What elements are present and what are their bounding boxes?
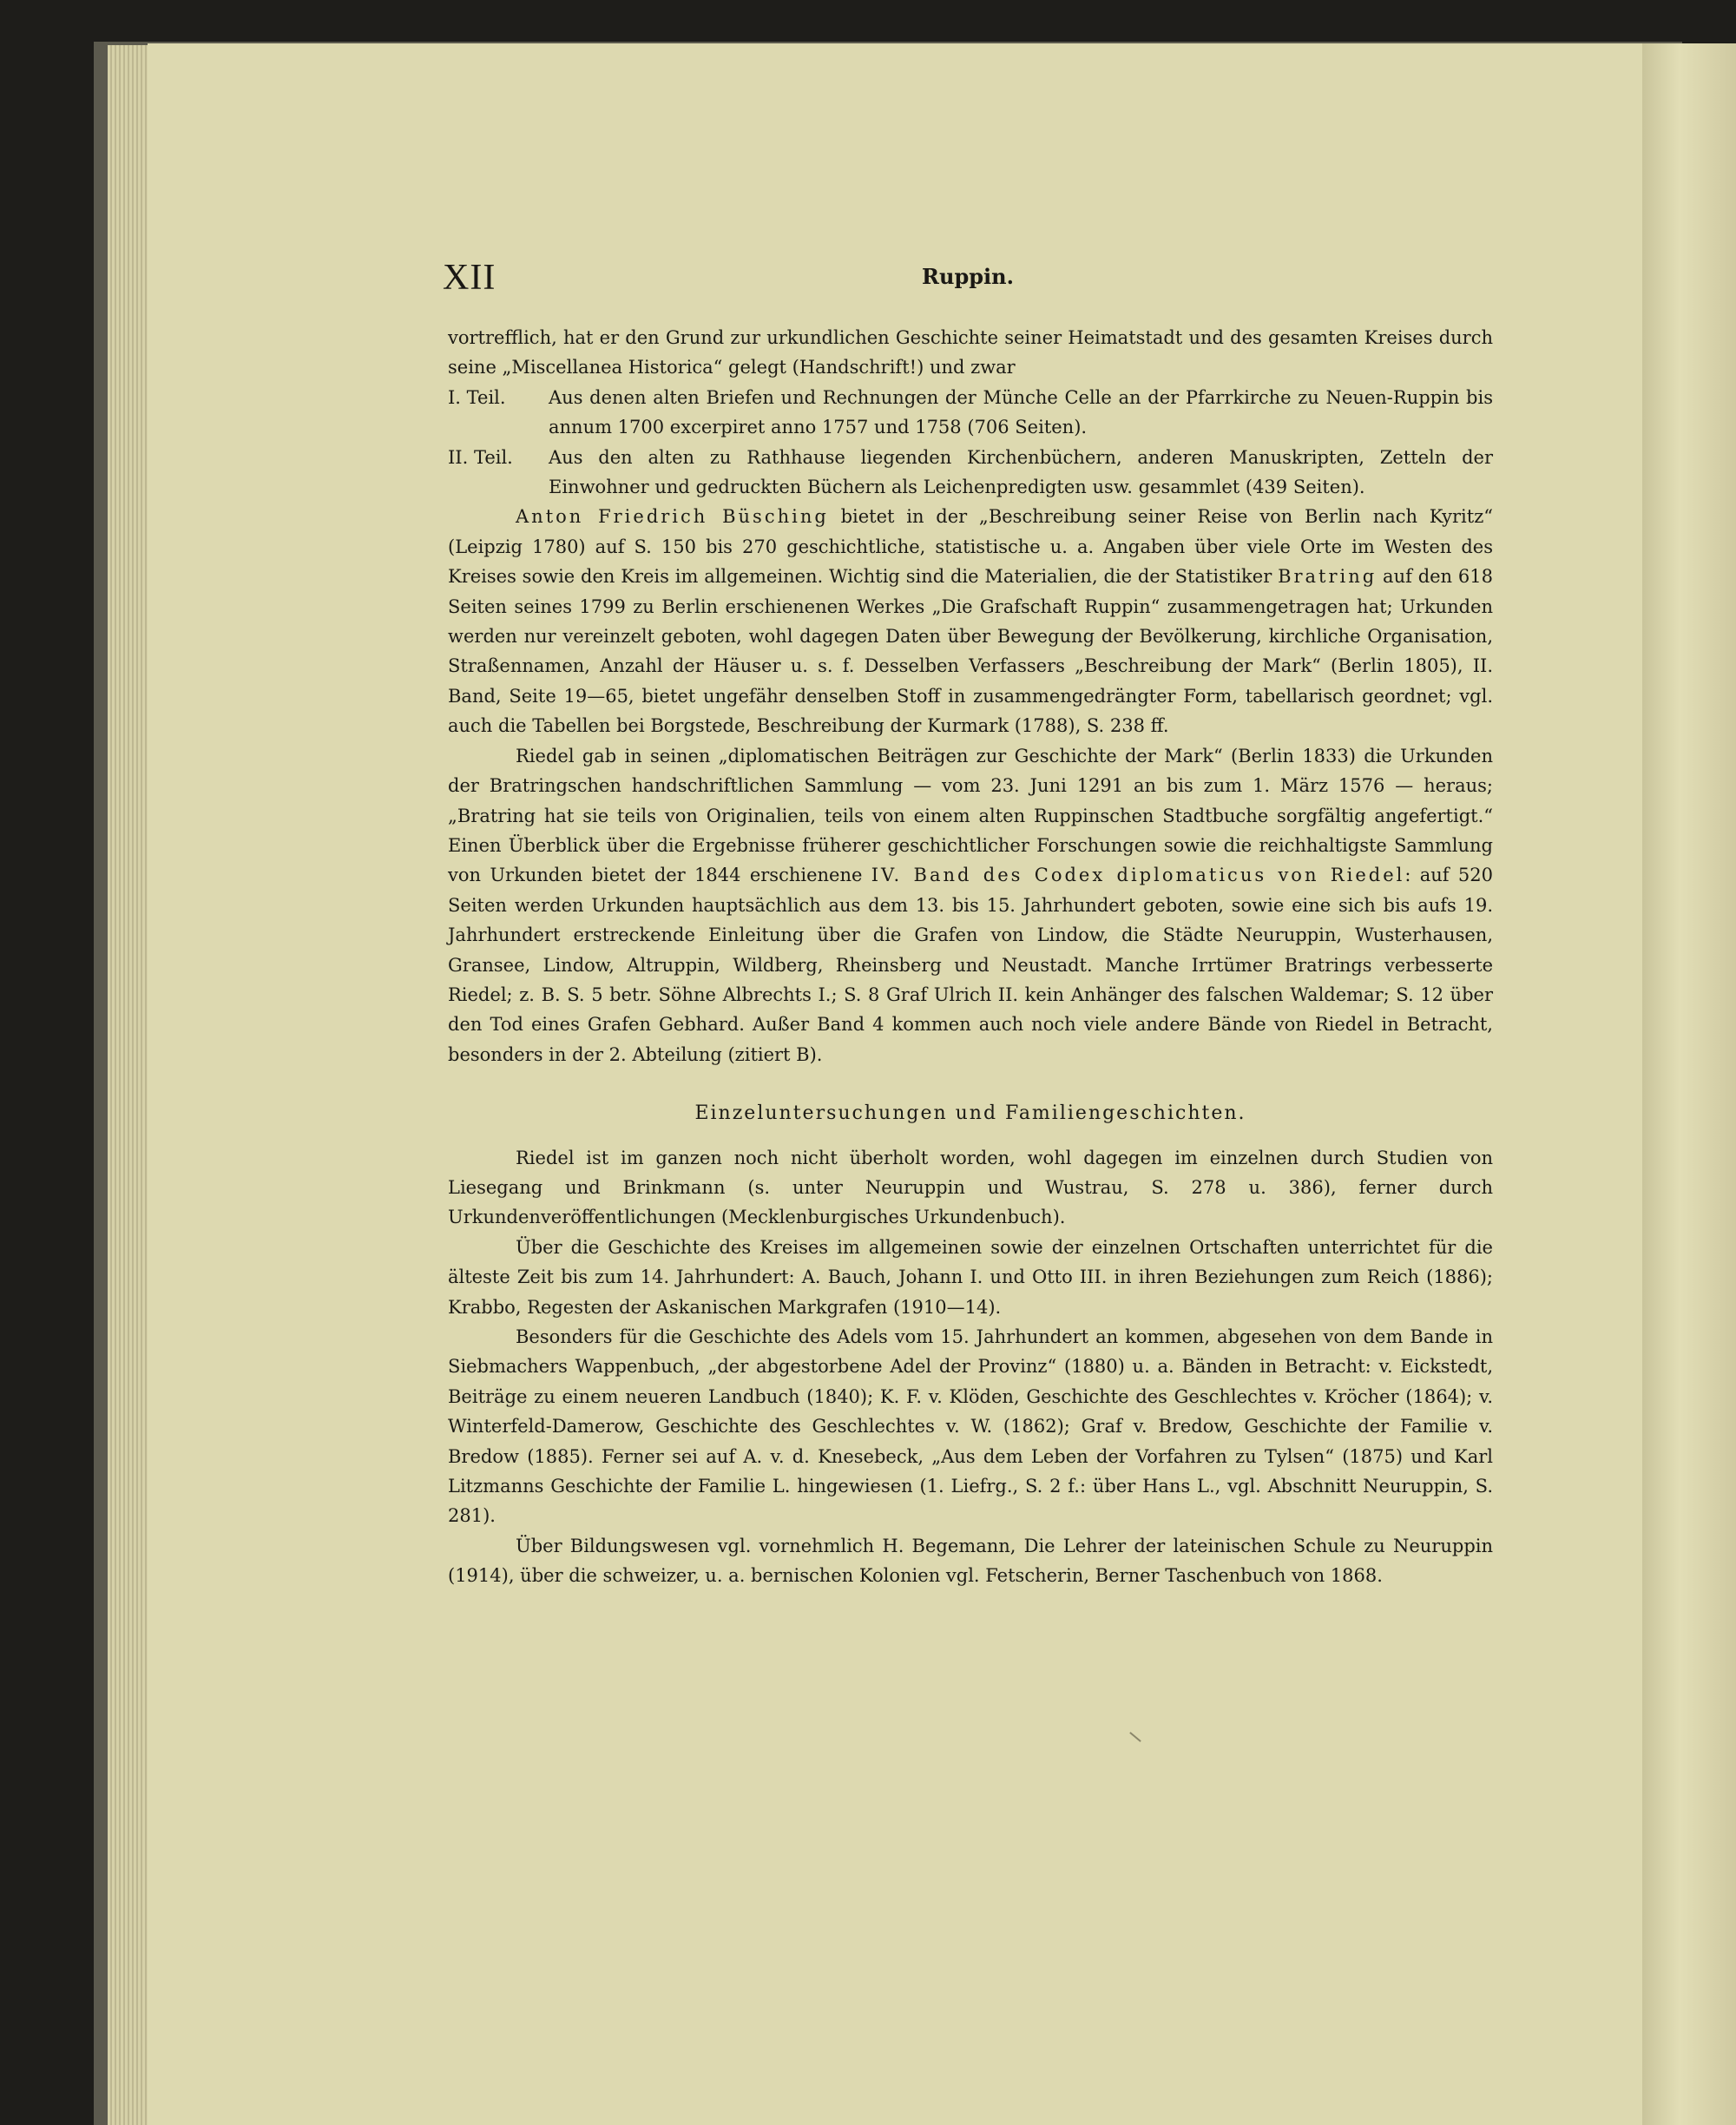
teil-item	[448, 443, 1493, 503]
teil-text: Aus den alten zu Rathhause liegenden Kirchenbüchern, anderen Manuskripten, Zetteln der Einwohner und gedruckten Büchern als Leichenpredigten usw. gesammlet (439 Seiten).	[549, 446, 1493, 498]
section-heading: Einzeluntersuchungen und Familiengeschichten.	[694, 1102, 1246, 1125]
author-name: Bratring	[1278, 566, 1378, 588]
page-header	[443, 257, 1493, 312]
paragraph-buesching: Anton Friedrich Büsching bietet in der „Beschreibung seiner Reise von Berlin nach Kyritz“ (Leipzig 1780) auf S. 150 bis 270 geschichtliche, statistische u. a. Angaben über viele Orte im Westen des Kreises sowie den Kreis im allgemeinen. Wichtig sind die Materialien, die der Statistiker Bratring auf den 618 Seiten seines 1799 zu Berlin erschienenen Werkes „Die Grafschaft Ruppin“ zusammengetragen hat; Urkunden werden nur vereinzelt geboten, wohl dagegen Daten über Bewegung der Bevölkerung, kirchliche Organisation, Straßennamen, Anzahl der Häuser u. s. f. Desselben Verfassers „Beschreibung der Mark“ (Berlin 1805), II. Band, Seite 19—65, bietet ungefähr denselben Stoff in zusammengedrängter Form, tabellarisch geordnet; vgl. auch die Tabellen bei Borgstede, Beschreibung der Kurmark (1788), S. 238 ff.	[448, 506, 1493, 737]
page-number: XII	[443, 258, 496, 298]
intro-paragraph: vortrefflich, hat er den Grund zur urkundlichen Geschichte seiner Heimatstadt und des gesamten Kreises durch seine „Miscellanea Historica“ gelegt (Handschrift!) und zwar	[448, 327, 1493, 378]
teil-text: Aus denen alten Briefen und Rechnungen der Münche Celle an der Pfarrkirche zu Neuen-Ruppin bis annum 1700 excerpiret anno 1757 und 1758 (706 Seiten).	[549, 386, 1493, 438]
page-text	[448, 323, 1493, 1591]
running-head: Ruppin.	[922, 264, 1014, 289]
page-stack-edge	[108, 45, 153, 2125]
paragraph-riedel: Riedel gab in seinen „diplomatischen Beiträgen zur Geschichte der Mark“ (Berlin 1833) die Urkunden der Bratringschen handschriftlichen Sammlung — vom 23. Juni 1291 an bis zum 1. März 1576 — heraus; „Bratring hat sie teils von Originalien, teils von einem alten Ruppinschen Stadtbuche sorgfältig angefertigt.“ Einen Überblick über die Ergebnisse früherer geschichtlicher Forschungen sowie die reichhaltigste Sammlung von Urkunden bietet der 1844 erschienene IV. Band des Codex diplomaticus von Riedel: auf 520 Seiten werden Urkunden hauptsächlich aus dem 13. bis 15. Jahrhundert geboten, sowie eine sich bis aufs 19. Jahrhundert erstreckende Einleitung über die Grafen von Lindow, die Städte Neuruppin, Wusterhausen, Gransee, Lindow, Altruppin, Wildberg, Rheinsberg und Neustadt. Manche Irrtümer Bratrings verbesserte Riedel; z. B. S. 5 betr. Söhne Albrechts I.; S. 8 Graf Ulrich II. kein Anhänger des falschen Waldemar; S. 12 über den Tod eines Grafen Gebhard. Außer Band 4 kommen auch noch viele andere Bände von Riedel in Betracht, besonders in der 2. Abteilung (zitiert B).	[448, 745, 1493, 1065]
paragraph: Über die Geschichte des Kreises im allgemeinen sowie der einzelnen Ortschaften unterrichtet für die älteste Zeit bis zum 14. Jahrhundert: A. Bauch, Johann I. und Otto III. in ihren Beziehungen zum Reich (1886); Krabbo, Regesten der Askanischen Markgrafen (1910—14).	[448, 1236, 1493, 1318]
work-title: IV. Band des Codex diplomaticus von Riedel	[871, 865, 1405, 886]
paragraph: Riedel ist im ganzen noch nicht überholt worden, wohl dagegen im einzelnen durch Studien von Liesegang und Brinkmann (s. unter Neuruppin und Wustrau, S. 278 u. 386), ferner durch Urkundenveröffentlichungen (Mecklenburgisches Urkundenbuch).	[448, 1147, 1493, 1228]
paragraph: Besonders für die Geschichte des Adels vom 15. Jahrhundert an kommen, abgesehen von dem Bande in Siebmachers Wappenbuch, „der abgestorbene Adel der Provinz“ (1880) u. a. Bänden in Betracht: v. Eickstedt, Beiträge zu einem neueren Landbuch (1840); K. F. v. Klöden, Geschichte des Geschlechtes v. Kröcher (1864); v. Winterfeld-Damerow, Geschichte des Geschlechtes v. W. (1862); Graf v. Bredow, Geschichte der Familie v. Bredow (1885). Ferner sei auf A. v. d. Knesebeck, „Aus dem Leben der Vorfahren zu Tylsen“ (1875) und Karl Litzmanns Geschichte der Familie L. hingewiesen (1. Liefrg., S. 2 f.: über Hans L., vgl. Abschnitt Neuruppin, S. 281).	[448, 1326, 1493, 1527]
author-name: Anton Friedrich Büsching	[516, 506, 829, 528]
paragraph: Über Bildungswesen vgl. vornehmlich H. Begemann, Die Lehrer der lateinischen Schule zu Neuruppin (1914), über die schweizer, u. a. bernischen Kolonien vgl. Fetscherin, Berner Taschenbuch von 1868.	[448, 1535, 1493, 1587]
teil-item	[448, 383, 1493, 443]
next-page-edge	[1642, 43, 1736, 2125]
teil-label: II. Teil.	[448, 446, 513, 468]
teil-label: I. Teil.	[448, 386, 506, 408]
